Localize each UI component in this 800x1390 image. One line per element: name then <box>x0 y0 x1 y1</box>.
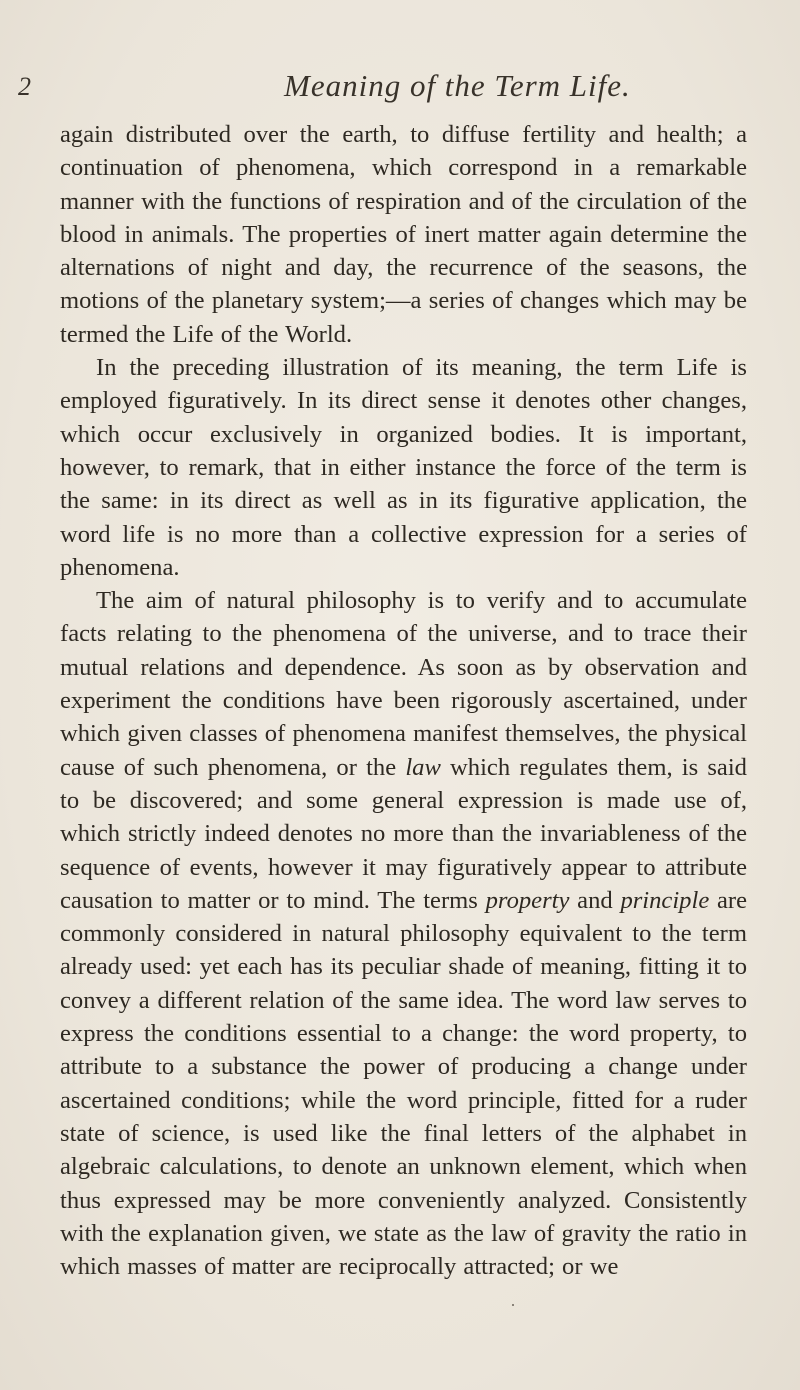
paragraph-1: again distributed over the earth, to diffuse fertility and health; a continuation of phenomena, which correspond in a remarkable manner with the functions of respiration and of the circulation of the blood in animals. The properties of inert matter again determine the alternations of night and day, the recurrence of the seasons, the motions of the planetary system;—a series of changes which may be termed the Life of the World. <box>60 121 747 348</box>
running-head: Meaning of the Term Life. <box>284 68 631 103</box>
emphasis-property: property <box>485 886 570 914</box>
paragraph-3-text-b: which regulates them, is said to be discovered; and some general expression is made use of, which strictly indeed denotes no more than the invariableness of the sequence of events, however it may figuratively appear to attribute causation to matter or to mind. The terms <box>60 753 747 914</box>
page-header <box>0 68 800 108</box>
paragraph-3-text-a: The aim of natural philosophy is to verify and to accumulate facts relating to the phenomena of the universe, and to trace their mutual relations and dependence. As soon as by observation and experiment the conditions have been rigorously ascertained, under which given classes of phenomena manifest themselves, the physical cause of such phenomena, or the <box>60 587 747 781</box>
emphasis-law: law <box>405 753 441 781</box>
ink-speck <box>512 1304 514 1306</box>
paragraph-3-text-d: are commonly considered in natural philosophy equivalent to the term already used: yet each has its peculiar shade of meaning, fitting it to convey a different relation of the same idea. The word law serves to express the conditions essential to a change: the word property, to attribute to a substance the power of producing a change under ascertained conditions; while the word principle, fitted for a ruder state of science, is used like the final letters of the alphabet in algebraic calculations, to denote an unknown element, which when thus expressed may be more conveniently analyzed. Consistently with the explanation given, we state as the law of gravity the ratio in which masses of matter are reciprocally attracted; or we <box>60 886 748 1281</box>
body-text <box>60 118 747 1283</box>
emphasis-principle: principle <box>620 886 710 914</box>
page-number: 2 <box>18 72 31 101</box>
paragraph-3 <box>60 584 747 1283</box>
paragraph-2: In the preceding illustration of its meaning, the term Life is employed figuratively. In its direct sense it denotes other changes, which occur exclusively in organized bodies. It is important, however, to remark, that in either instance the force of the term is the same: in its direct as well as in its figurative application, the word life is no more than a collective expression for a series of phenomena. <box>60 354 747 581</box>
paragraph-3-text-c: and <box>569 886 621 914</box>
